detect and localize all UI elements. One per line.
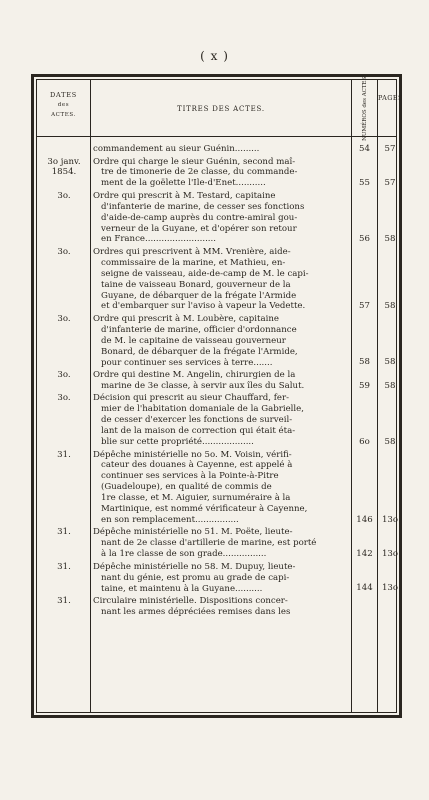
- header-dates-line3: ACTES.: [51, 112, 76, 118]
- row-title-line: en son remplacement................: [101, 514, 239, 525]
- row-page: 13o: [381, 514, 399, 525]
- header-dates: [37, 80, 90, 136]
- header-titres: TITRES DES ACTES.: [177, 105, 265, 113]
- row-title-line: Guyane, de débarquer de la frégate l'Armide: [101, 290, 297, 301]
- row-numero: 6o: [359, 436, 370, 447]
- row-title-line: commandement au sieur Guénin.........: [93, 144, 260, 154]
- row-title-line: Ordre qui prescrit à M. Loubère, capitaine: [93, 313, 279, 324]
- row-title-line: Dépêche ministérielle no 51. M. Poëte, lieute-: [93, 527, 293, 538]
- table-body: [37, 137, 399, 712]
- row-title: [93, 562, 349, 595]
- row-page: 58: [384, 380, 396, 391]
- row-title: [93, 527, 349, 560]
- row-title-line: pour continuer ses services à terre.......: [101, 357, 273, 368]
- row-title: [93, 596, 349, 618]
- index-table-inner: [36, 75, 403, 713]
- row-page: 13o: [381, 549, 399, 560]
- row-date: 3o.: [57, 190, 71, 201]
- row-title-line: nant les armes dépréciées remises dans les: [101, 606, 291, 617]
- row-date: 3o.: [57, 370, 71, 380]
- row-page: 58: [384, 357, 396, 368]
- row-title: [93, 191, 349, 246]
- row-title-line: Dépêche ministérielle no 5o. M. Voisin, vérifi-: [93, 449, 292, 460]
- row-title-line: Circulaire ministérielle. Dispositions concer-: [93, 596, 288, 606]
- row-date: 31.: [57, 527, 71, 538]
- row-title-line: Décision qui prescrit au sieur Chauffard, fer-: [93, 393, 289, 404]
- row-title-line: Ordre qui charge le sieur Guénin, second maî-: [93, 156, 296, 167]
- header-numeros-label: NUMÉROS des ACTES.: [361, 75, 368, 141]
- page-folio: ( x ): [200, 49, 229, 63]
- row-title-line: taine, et maintenu à la Guyane..........: [101, 583, 263, 594]
- row-title: [93, 157, 349, 190]
- row-title-line: continuer ses services à la Pointe-à-Pitre: [101, 471, 279, 482]
- row-page: 58: [384, 234, 396, 245]
- row-title-line: lant de la maison de correction qui était éta-: [101, 426, 296, 437]
- row-numero: 146: [356, 514, 373, 525]
- row-page: 58: [384, 436, 396, 447]
- row-title-line: Ordres qui prescrivent à MM. Vrenière, aide-: [93, 246, 291, 257]
- row-title-line: Martinique, est nommé vérificateur à Cayenne,: [101, 504, 308, 515]
- header-pages: PAGES: [378, 94, 403, 102]
- index-table: [31, 74, 402, 718]
- row-numero: 57: [359, 301, 370, 312]
- row-date: 3o.: [57, 246, 71, 257]
- row-title: [93, 450, 349, 526]
- row-page: 58: [384, 301, 396, 312]
- header-numeros: [352, 75, 377, 141]
- row-title: [93, 247, 349, 312]
- header-dates-line2: des: [57, 102, 70, 108]
- row-title-line: marine de 3e classe, à servir aux îles du Salut.: [101, 380, 305, 391]
- row-title: [93, 393, 349, 448]
- row-page: 13o: [381, 583, 399, 594]
- row-title-line: mier de l'habitation domaniale de la Gabrielle,: [101, 404, 304, 415]
- row-numero: 58: [359, 357, 370, 368]
- row-title-line: d'infanterie de marine, officier d'ordonnance: [101, 324, 297, 335]
- row-title-line: nant de 2e classe d'artillerie de marine, est porté: [101, 538, 317, 549]
- row-title-line: cateur des douanes à Cayenne, est appelé à: [101, 460, 293, 471]
- row-title-line: ment de la goëlette l'Ile-d'Enet...........: [101, 178, 266, 189]
- row-title-line: de M. le capitaine de vaisseau gouverneur: [101, 335, 286, 346]
- row-title-line: en France..........................: [101, 234, 217, 245]
- row-title-line: Ordre qui destine M. Angelin, chirurgien de la: [93, 370, 296, 380]
- header-dates-line1: DATES: [49, 91, 78, 99]
- row-title-line: tre de timonerie de 2e classe, du commande-: [101, 167, 298, 178]
- row-date: 31.: [57, 596, 71, 606]
- row-title-line: d'infanterie de marine, de cesser ses fonctions: [101, 201, 305, 212]
- row-title-line: taine de vaisseau Bonard, gouverneur de la: [101, 279, 291, 290]
- row-title-line: à la 1re classe de son grade................: [101, 549, 267, 560]
- row-title-line: de cesser d'exercer les fonctions de surveil-: [101, 415, 293, 426]
- row-numero: 56: [359, 234, 370, 245]
- row-page: 57: [384, 178, 396, 189]
- row-date: 31.: [57, 449, 71, 460]
- row-title-line: seigne de vaisseau, aide-de-camp de M. le capi-: [101, 268, 309, 279]
- row-title-line: Dépêche ministérielle no 58. M. Dupuy, lieute-: [93, 561, 296, 572]
- row-title-line: commissaire de la marine, et Mathieu, en-: [101, 257, 286, 268]
- row-title: [93, 370, 349, 392]
- row-title-line: et d'embarquer sur l'aviso à vapeur la Vedette.: [101, 301, 306, 312]
- row-title-line: d'aide-de-camp auprès du contre-amiral gou-: [101, 212, 298, 223]
- row-title: [93, 144, 349, 155]
- row-title-line: verneur de la Guyane, et d'opérer son retour: [101, 223, 297, 234]
- row-title-line: blie sur cette propriété...................: [101, 437, 254, 448]
- row-numero: 144: [356, 583, 373, 594]
- row-date: 3o.: [57, 393, 71, 404]
- row-page: 57: [384, 144, 396, 154]
- row-title-line: 1re classe, et M. Aiguier, surnuméraire à la: [101, 493, 291, 504]
- row-numero: 59: [359, 380, 370, 391]
- row-date: 3o.: [57, 313, 71, 324]
- row-numero: 54: [359, 144, 370, 154]
- row-title-line: nant du génie, est promu au grade de capi-: [101, 572, 290, 583]
- row-title-line: Bonard, de débarquer de la frégate l'Armide,: [101, 346, 298, 357]
- row-title: [93, 314, 349, 369]
- row-title-line: (Guadeloupe), en qualité de commis de: [101, 482, 272, 493]
- row-numero: 55: [359, 178, 370, 189]
- row-date: 31.: [57, 561, 71, 572]
- row-numero: 142: [356, 549, 373, 560]
- row-title-line: Ordre qui prescrit à M. Testard, capitaine: [93, 190, 276, 201]
- row-date: 3o janv. 1854.: [47, 156, 81, 178]
